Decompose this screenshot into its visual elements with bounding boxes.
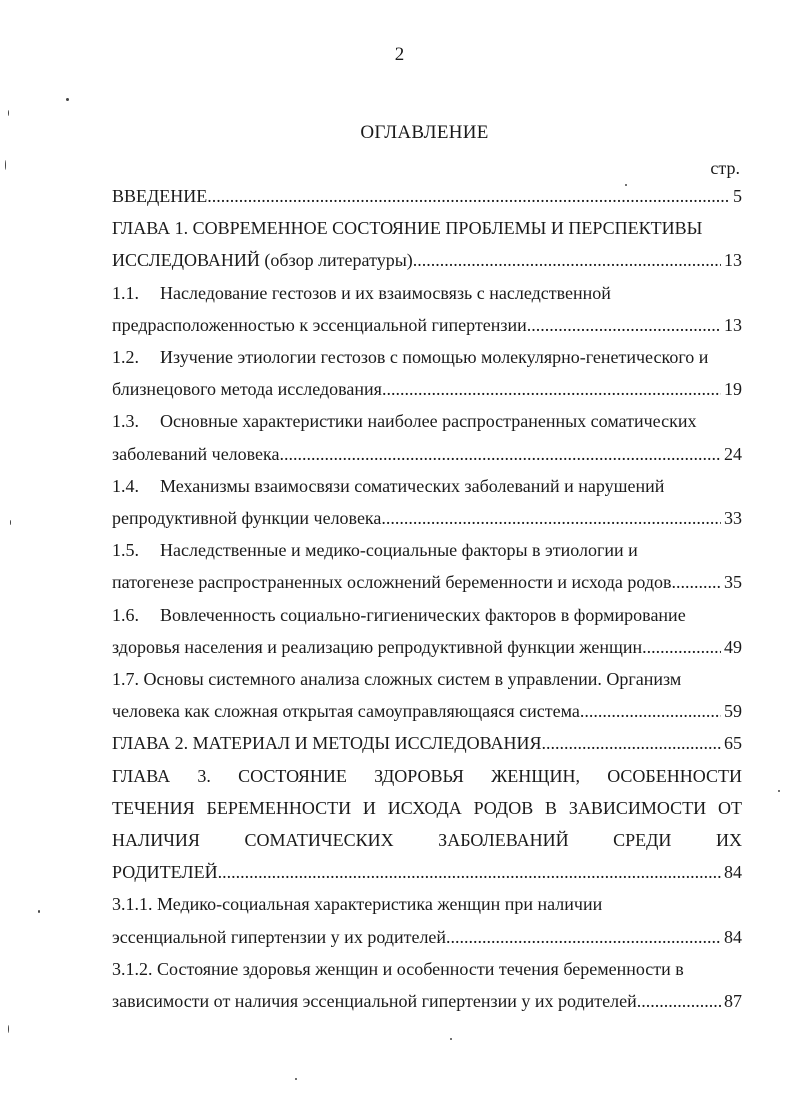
entry-leader-line [112,695,742,727]
entry-number: 1.1. [112,282,139,303]
scan-speck [8,1025,9,1033]
scan-speck [5,160,6,170]
heading-word: ЗДОРОВЬЯ [374,765,464,786]
page-number: 2 [394,44,405,65]
dot-leader [381,502,721,534]
toc-entry [112,953,742,1017]
dot-leader [218,856,721,888]
entry-page-number: 84 [724,862,742,883]
heading-word: И [362,797,376,818]
toc-entry [112,599,742,663]
entry-heading-text: Наследственные и медико-социальные факторы в этиологии и [160,540,638,561]
entry-title: эссенциальной гипертензии у их родителей [112,926,447,947]
entry-heading-line [112,888,742,920]
entry-leader-line [112,438,742,470]
justified-heading-line [112,792,742,824]
entry-number: 1.2. [112,347,139,368]
entry-title: здоровья населения и реализацию репродуктивной функции женщин [112,636,643,657]
scan-speck [8,110,9,116]
entry-title: заболеваний человека [112,443,280,464]
entry-title: репродуктивной функции человека [112,508,382,529]
scan-speck [778,790,780,792]
entry-leader-line [112,244,742,276]
entry-page-number: 13 [724,250,742,271]
heading-word: ЗАБОЛЕВАНИЙ [438,830,569,851]
dot-leader [671,566,721,598]
entry-heading-line [112,341,742,373]
entry-heading-line [112,212,742,244]
toc-entry [112,341,742,405]
entry-number: 1.4. [112,475,139,496]
heading-word: НАЛИЧИЯ [112,830,200,851]
dot-leader [580,695,721,727]
dot-leader [280,438,721,470]
dot-leader [637,985,721,1017]
page-column-label: стр. [710,158,740,178]
scan-speck [450,1038,452,1040]
entry-title: зависимости от наличия эссенциальной гипертензии у их родителей [112,991,637,1012]
dot-leader [527,309,721,341]
toc-entry [112,534,742,598]
heading-word: СРЕДИ [613,830,672,851]
entry-page-number: 13 [724,314,742,335]
toc-entry [112,760,742,889]
entry-title: РОДИТЕЛЕЙ [112,862,218,883]
heading-word: БЕРЕМЕННОСТИ [206,797,352,818]
entry-heading-text: 3.1.1. Медико-социальная характеристика женщин при наличии [112,894,603,915]
entry-heading-line [112,663,742,695]
entry-heading-text: 3.1.2. Состояние здоровья женщин и особенности течения беременности в [112,958,684,979]
toc-entry [112,212,742,276]
entry-heading-text: ГЛАВА 1. СОВРЕМЕННОЕ СОСТОЯНИЕ ПРОБЛЕМЫ И ПЕРСПЕКТИВЫ [112,218,703,239]
dot-leader [642,631,721,663]
dot-leader [542,727,721,759]
scan-speck [10,520,11,525]
toc-title: ОГЛАВЛЕНИЕ [360,122,489,143]
entry-heading-line [112,953,742,985]
entry-leader-line [112,566,742,598]
entry-title: патогенезе распространенных осложнений беременности и исхода родов [112,572,672,593]
heading-word: ГЛАВА [112,765,171,786]
entry-heading-text: Наследование гестозов и их взаимосвязь с наследственной [160,282,611,303]
heading-word: ОСОБЕННОСТИ [607,765,742,786]
entry-page-number: 33 [724,508,742,529]
entry-page-number: 49 [724,636,742,657]
entry-title: ВВЕДЕНИЕ [112,186,208,206]
entry-leader-line [112,631,742,663]
entry-page-number: 65 [724,733,742,754]
heading-word: ИСХОДА [387,797,462,818]
dot-leader [382,373,721,405]
entry-heading-text: Изучение этиологии гестозов с помощью молекулярно-генетического и [160,347,709,368]
toc-entry [112,727,742,759]
entry-leader-line [112,856,742,888]
entry-number: 1.3. [112,411,139,432]
entry-page-number: 24 [724,443,742,464]
entry-title: близнецового метода исследования [112,379,382,400]
justified-heading-line [112,824,742,856]
scan-speck [625,184,627,186]
entry-heading-text: Вовлеченность социально-гигиенических факторов в формирование [160,604,686,625]
heading-word: В [545,797,558,818]
entry-page-number: 84 [724,926,742,947]
toc-entry [112,470,742,534]
dot-leader [413,244,721,276]
entry-heading-text: Механизмы взаимосвязи соматических заболеваний и нарушений [160,475,665,496]
entry-leader-line [112,727,742,759]
heading-word: ОТ [717,797,742,818]
scan-speck [38,910,40,913]
entry-leader-line [112,502,742,534]
entry-title: ГЛАВА 2. МАТЕРИАЛ И МЕТОДЫ ИССЛЕДОВАНИЯ [112,733,542,754]
heading-word: ЗАВИСИМОСТИ [568,797,707,818]
entry-leader-line [112,373,742,405]
entry-leader-line [112,309,742,341]
toc-entry [112,277,742,341]
scan-speck [295,1078,297,1080]
entry-heading-text: Основные характеристики наиболее распространенных соматических [160,411,697,432]
entry-title: ИССЛЕДОВАНИЙ (обзор литературы) [112,250,413,271]
dot-leader [446,921,721,953]
entry-number: 1.5. [112,540,139,561]
entry-heading-line [112,470,742,502]
entry-number: 1.6. [112,604,139,625]
entry-page-number: 59 [724,701,742,722]
entry-page-number: 19 [724,379,742,400]
entry-page-number: 35 [724,572,742,593]
entry-title: предрасположенностью к эссенциальной гипертензии [112,314,527,335]
heading-word: СОСТОЯНИЕ [238,765,347,786]
entry-leader-line [112,985,742,1017]
entry-title: человека как сложная открытая самоуправляющаяся система [112,701,580,722]
heading-word: ЖЕНЩИН, [491,765,580,786]
toc-entry [112,663,742,727]
entry-leader-line [112,180,742,212]
scan-speck [66,98,69,101]
heading-word: РОДОВ [473,797,534,818]
entry-heading-line [112,534,742,566]
entry-leader-line [112,921,742,953]
entry-heading-line [112,277,742,309]
toc-entry [112,405,742,469]
justified-heading-line [112,760,742,792]
entry-page-number: 5 [733,186,742,206]
dot-leader [207,180,730,212]
heading-word: СОМАТИЧЕСКИХ [244,830,394,851]
heading-word: ТЕЧЕНИЯ [112,797,195,818]
entry-heading-text: 1.7. Основы системного анализа сложных систем в управлении. Организм [112,669,682,690]
entry-heading-line [112,405,742,437]
entry-heading-line [112,599,742,631]
toc-entry [112,180,742,212]
heading-word: ИХ [716,830,742,851]
toc-entry [112,888,742,952]
toc-list [112,180,742,1017]
heading-word: 3. [197,765,211,786]
entry-page-number: 87 [724,991,742,1012]
